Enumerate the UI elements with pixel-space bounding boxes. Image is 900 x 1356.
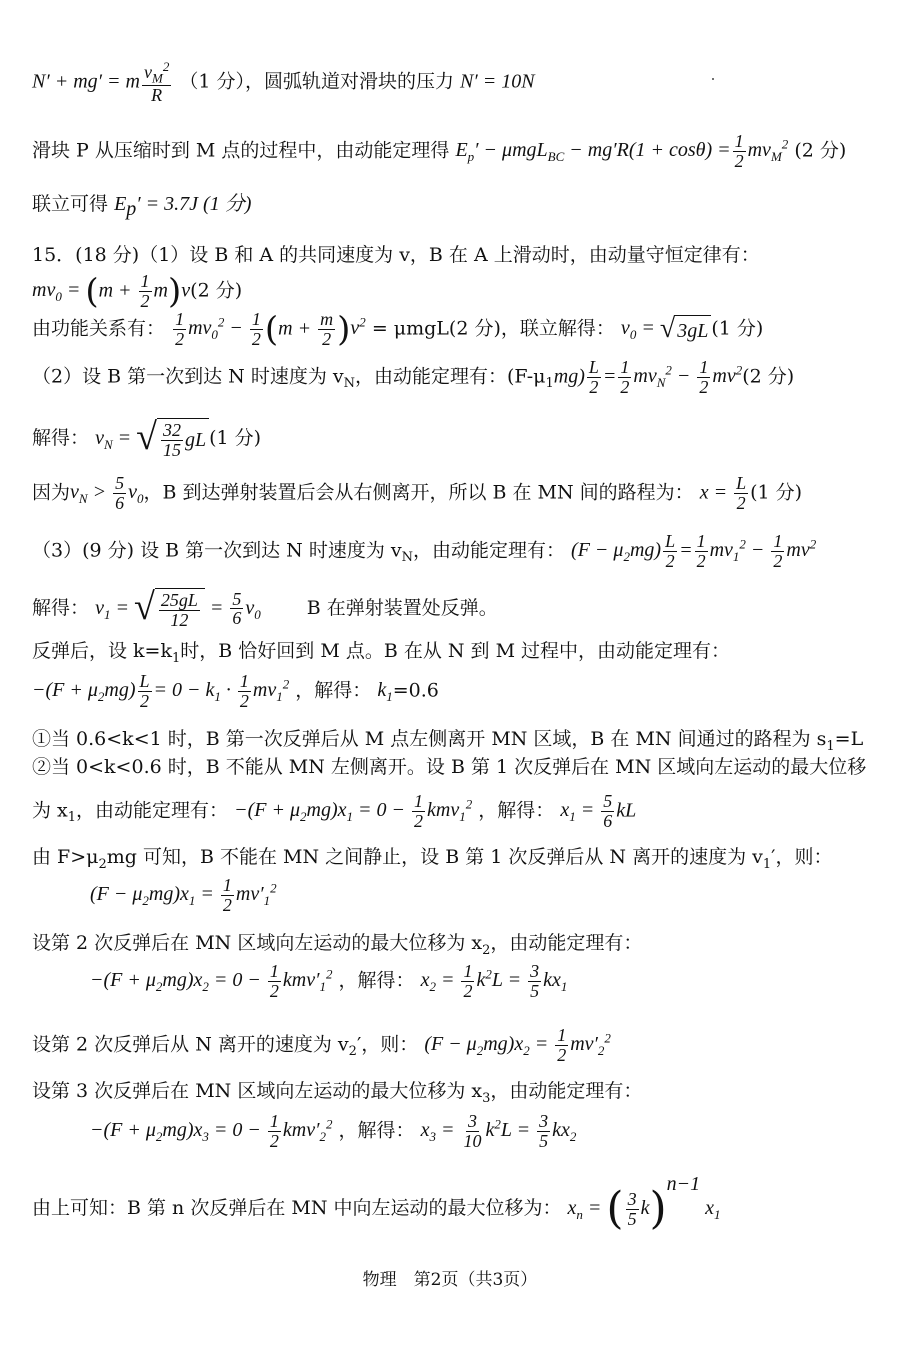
case-2: ②当 0<k<0.6 时，B 不能从 MN 左侧离开。设 B 第 1 次反弹后在 MN 区域向左运动的最大位移	[32, 756, 867, 778]
third-rebound-eq: $-(F + \mu_2mg)x_3 = 0$ − $\frac{1}{2}$ $kmv'_2^2$ ，解得： $x_3$ = $\frac{3}{10}$ $k^2L$ = $\frac{3}{5}$ $kx_2$	[90, 1111, 577, 1151]
case-2-eq: 为 $x_1$，由动能定理有： $-(F + \mu_2mg)x_1 = 0$ − $\frac{1}{2}$ kmv$_1^2$ ，解得： $x_1$ = $\frac{5}{6}$ kL	[32, 791, 637, 831]
case-1: ①当 0.6<k<1 时，B 第一次反弹后从 M 点左侧离开 MN 区域，B 在 MN 间通过的路程为 $s_1=L$	[32, 728, 864, 754]
case-2-exit: 由 $F>\mu_2mg$ 可知，B 不能在 MN 之间静止，设 B 第 1 次反弹后从 N 离开的速度为 $v_1'$，则：	[32, 846, 833, 872]
q15-part2-path: 因为$v_N$ > $\frac{5}{6}$ $v_0$，B 到达弹射装置后会从右侧离开，所以 B 在 MN 间的路程为： x = $\frac{L}{2}$ (1 分)	[32, 473, 803, 513]
second-exit: 设第 2 次反弹后从 N 离开的速度为 $v_2'$，则： $(F - \mu_2mg)x_2$ = $\frac{1}{2}$ $mv'_2^2$	[32, 1025, 611, 1065]
q15-part3-k1-eq: $-(F + \mu_2mg)$ $\frac{L}{2}$ = $0 - k_1$ · $\frac{1}{2}$ $mv_1^2$ ，解得： $k_1=0.6$	[32, 671, 439, 711]
page-footer: 物理 第2页（共3页）	[362, 1270, 538, 1290]
general-result: 由上可知：B 第 n 次反弹后在 MN 中向左运动的最大位移为： $x_n$ = ( $\frac{3}{5}$ k)$^{n-1}$ $x_1$	[32, 1173, 721, 1234]
q15-part3-eq: （3）(9 分) 设 B 第一次到达 N 时速度为 $v_N$，由动能定理有： $(F - \mu_2mg)$ $\frac{L}{2}$ = $\frac{1}{2}$ $mv_1^2$ − $\frac{1}{2}$ $mv^2$	[32, 531, 817, 571]
q15-part3-after: 反弹后，设 $k=k_1$时，B 恰好回到 M 点。B 在从 N 到 M 过程中，由动能定理有：	[32, 640, 731, 666]
q15-momentum-eq: $mv_0 = (m$ + $\frac{1}{2}$ m)v(2 分)	[32, 271, 243, 312]
q15-heading: 15．(18 分)（1）设 B 和 A 的共同速度为 v，B 在 A 上滑动时，由动量守恒定律有：	[32, 244, 760, 266]
q15-part3-solve: 解得： $v_1$ = √ $\frac{25gL}{12}$ = $\frac{5}{6}$ $v_0$ B 在弹射装置处反弹。	[32, 586, 498, 630]
third-rebound: 设第 3 次反弹后在 MN 区域向左运动的最大位移为 $x_3$，由动能定理有：	[32, 1080, 643, 1106]
q15-part2-solve: 解得： $v_N$ = √ $\frac{32}{15}$ gL (1 分)	[32, 416, 262, 460]
line-energy-theorem: 滑块 P 从压缩时到 M 点的过程中，由动能定理得 $E_p' - \mu mgL_{BC} - mg'R(1 + \cos\theta)$ = $\frac{1}{2}$ $mv_M^2$ (2 分)	[32, 131, 847, 171]
case-2-exit-eq: $(F - \mu_2mg)x_1$ = $\frac{1}{2}$ $mv'_1^2$	[90, 875, 277, 915]
q15-energy-eq: 由功能关系有： $\frac{1}{2}$ $mv_0^2$ − $\frac{1}{2}$ (m + $\frac{m}{2}$ )$v^2 = \mu mgL(2$ 分)，联立解得： $v_0$ = √ 3gL (1 分)	[32, 309, 764, 350]
second-rebound: 设第 2 次反弹后在 MN 区域向左运动的最大位移为 $x_2$，由动能定理有：	[32, 932, 643, 958]
line-ep-result: 联立可得 $E_p' = 3.7J$ (1 分)	[32, 193, 252, 220]
second-rebound-eq: $-(F + \mu_2mg)x_2 = 0$ − $\frac{1}{2}$ $kmv'_1^2$ ，解得： $x_2$ = $\frac{1}{2}$ $k^2L$ = $\frac{3}{5}$ $kx_1$	[90, 961, 568, 1001]
q15-part2-eq: （2）设 B 第一次到达 N 时速度为 $v_N$，由动能定理有：$(F-\mu_1mg)$ $\frac{L}{2}$ = $\frac{1}{2}$ $mv_N^2$ − $\frac{1}{2}$ $mv^2(2$ 分)	[32, 357, 795, 397]
line-normal-force: N′ + mg′ = m $\frac{v_M^2}{R}$ （1 分），圆弧轨道对滑块的压力 N′ = 10N	[32, 59, 535, 106]
